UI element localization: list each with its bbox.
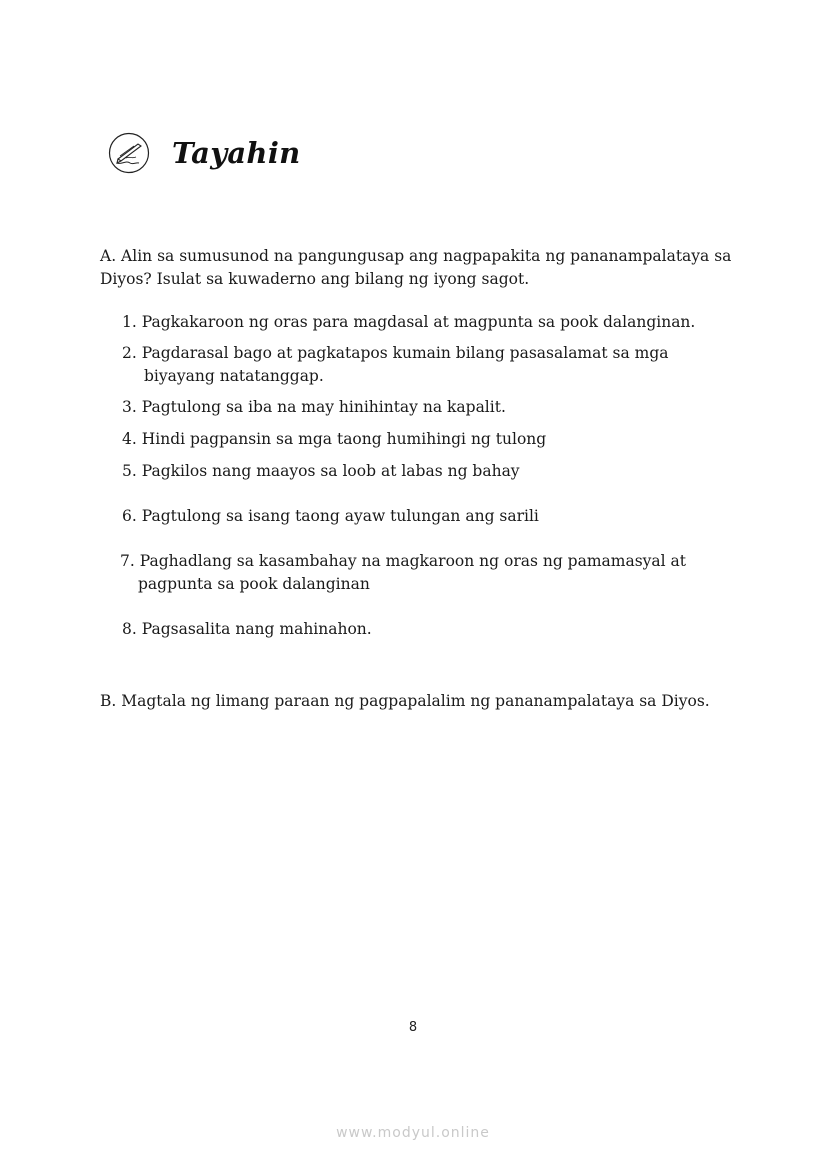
list-item	[122, 311, 695, 334]
item-number: 2.	[122, 344, 137, 362]
item-text: Pagtulong sa iba na may hinihintay na kapalit.	[141, 398, 506, 416]
pen-writing-icon	[108, 132, 150, 174]
item-text: Pagkakaroon ng oras para magdasal at magpunta sa pook dalanginan.	[141, 313, 696, 331]
item-text: Pagtulong sa isang taong ayaw tulungan ang sarili	[141, 507, 539, 525]
list-item	[122, 428, 546, 451]
item-text: Pagsasalita nang mahinahon.	[141, 620, 372, 638]
list-item	[122, 342, 669, 388]
list-item	[122, 460, 520, 483]
item-text: Hindi pagpansin sa mga taong humihingi ng tulong	[141, 430, 547, 448]
item-continuation: biyayang natatanggap.	[144, 367, 324, 385]
page-title: Tayahin	[172, 136, 301, 170]
item-continuation: pagpunta sa pook dalanginan	[138, 575, 370, 593]
item-number: 3.	[122, 398, 137, 416]
item-text: Paghadlang sa kasambahay na magkaroon ng oras ng pamamasyal at	[139, 552, 687, 570]
item-number: 6.	[122, 507, 137, 525]
list-item	[122, 396, 506, 419]
section-heading	[108, 132, 301, 174]
item-number: 8.	[122, 620, 137, 638]
item-number: 4.	[122, 430, 137, 448]
item-text: Pagkilos nang maayos sa loob at labas ng bahay	[141, 462, 520, 480]
list-item	[122, 505, 539, 528]
page-number: 8	[408, 1020, 418, 1035]
item-number: 5.	[122, 462, 137, 480]
instruction-a: A. Alin sa sumusunod na pangungusap ang nagpapakita ng pananampalataya sa Diyos? Isulat sa kuwaderno ang bilang ng iyong sagot.	[100, 247, 732, 288]
list-item	[120, 550, 686, 596]
item-number: 7.	[120, 552, 135, 570]
instruction-b: B. Magtala ng limang paraan ng pagpapalalim ng pananampalataya sa Diyos.	[100, 692, 710, 710]
watermark: www.modyul.online	[336, 1125, 490, 1141]
item-text: Pagdarasal bago at pagkatapos kumain bilang pasasalamat sa mga	[141, 344, 669, 362]
item-number: 1.	[122, 313, 137, 331]
list-item	[122, 618, 372, 641]
